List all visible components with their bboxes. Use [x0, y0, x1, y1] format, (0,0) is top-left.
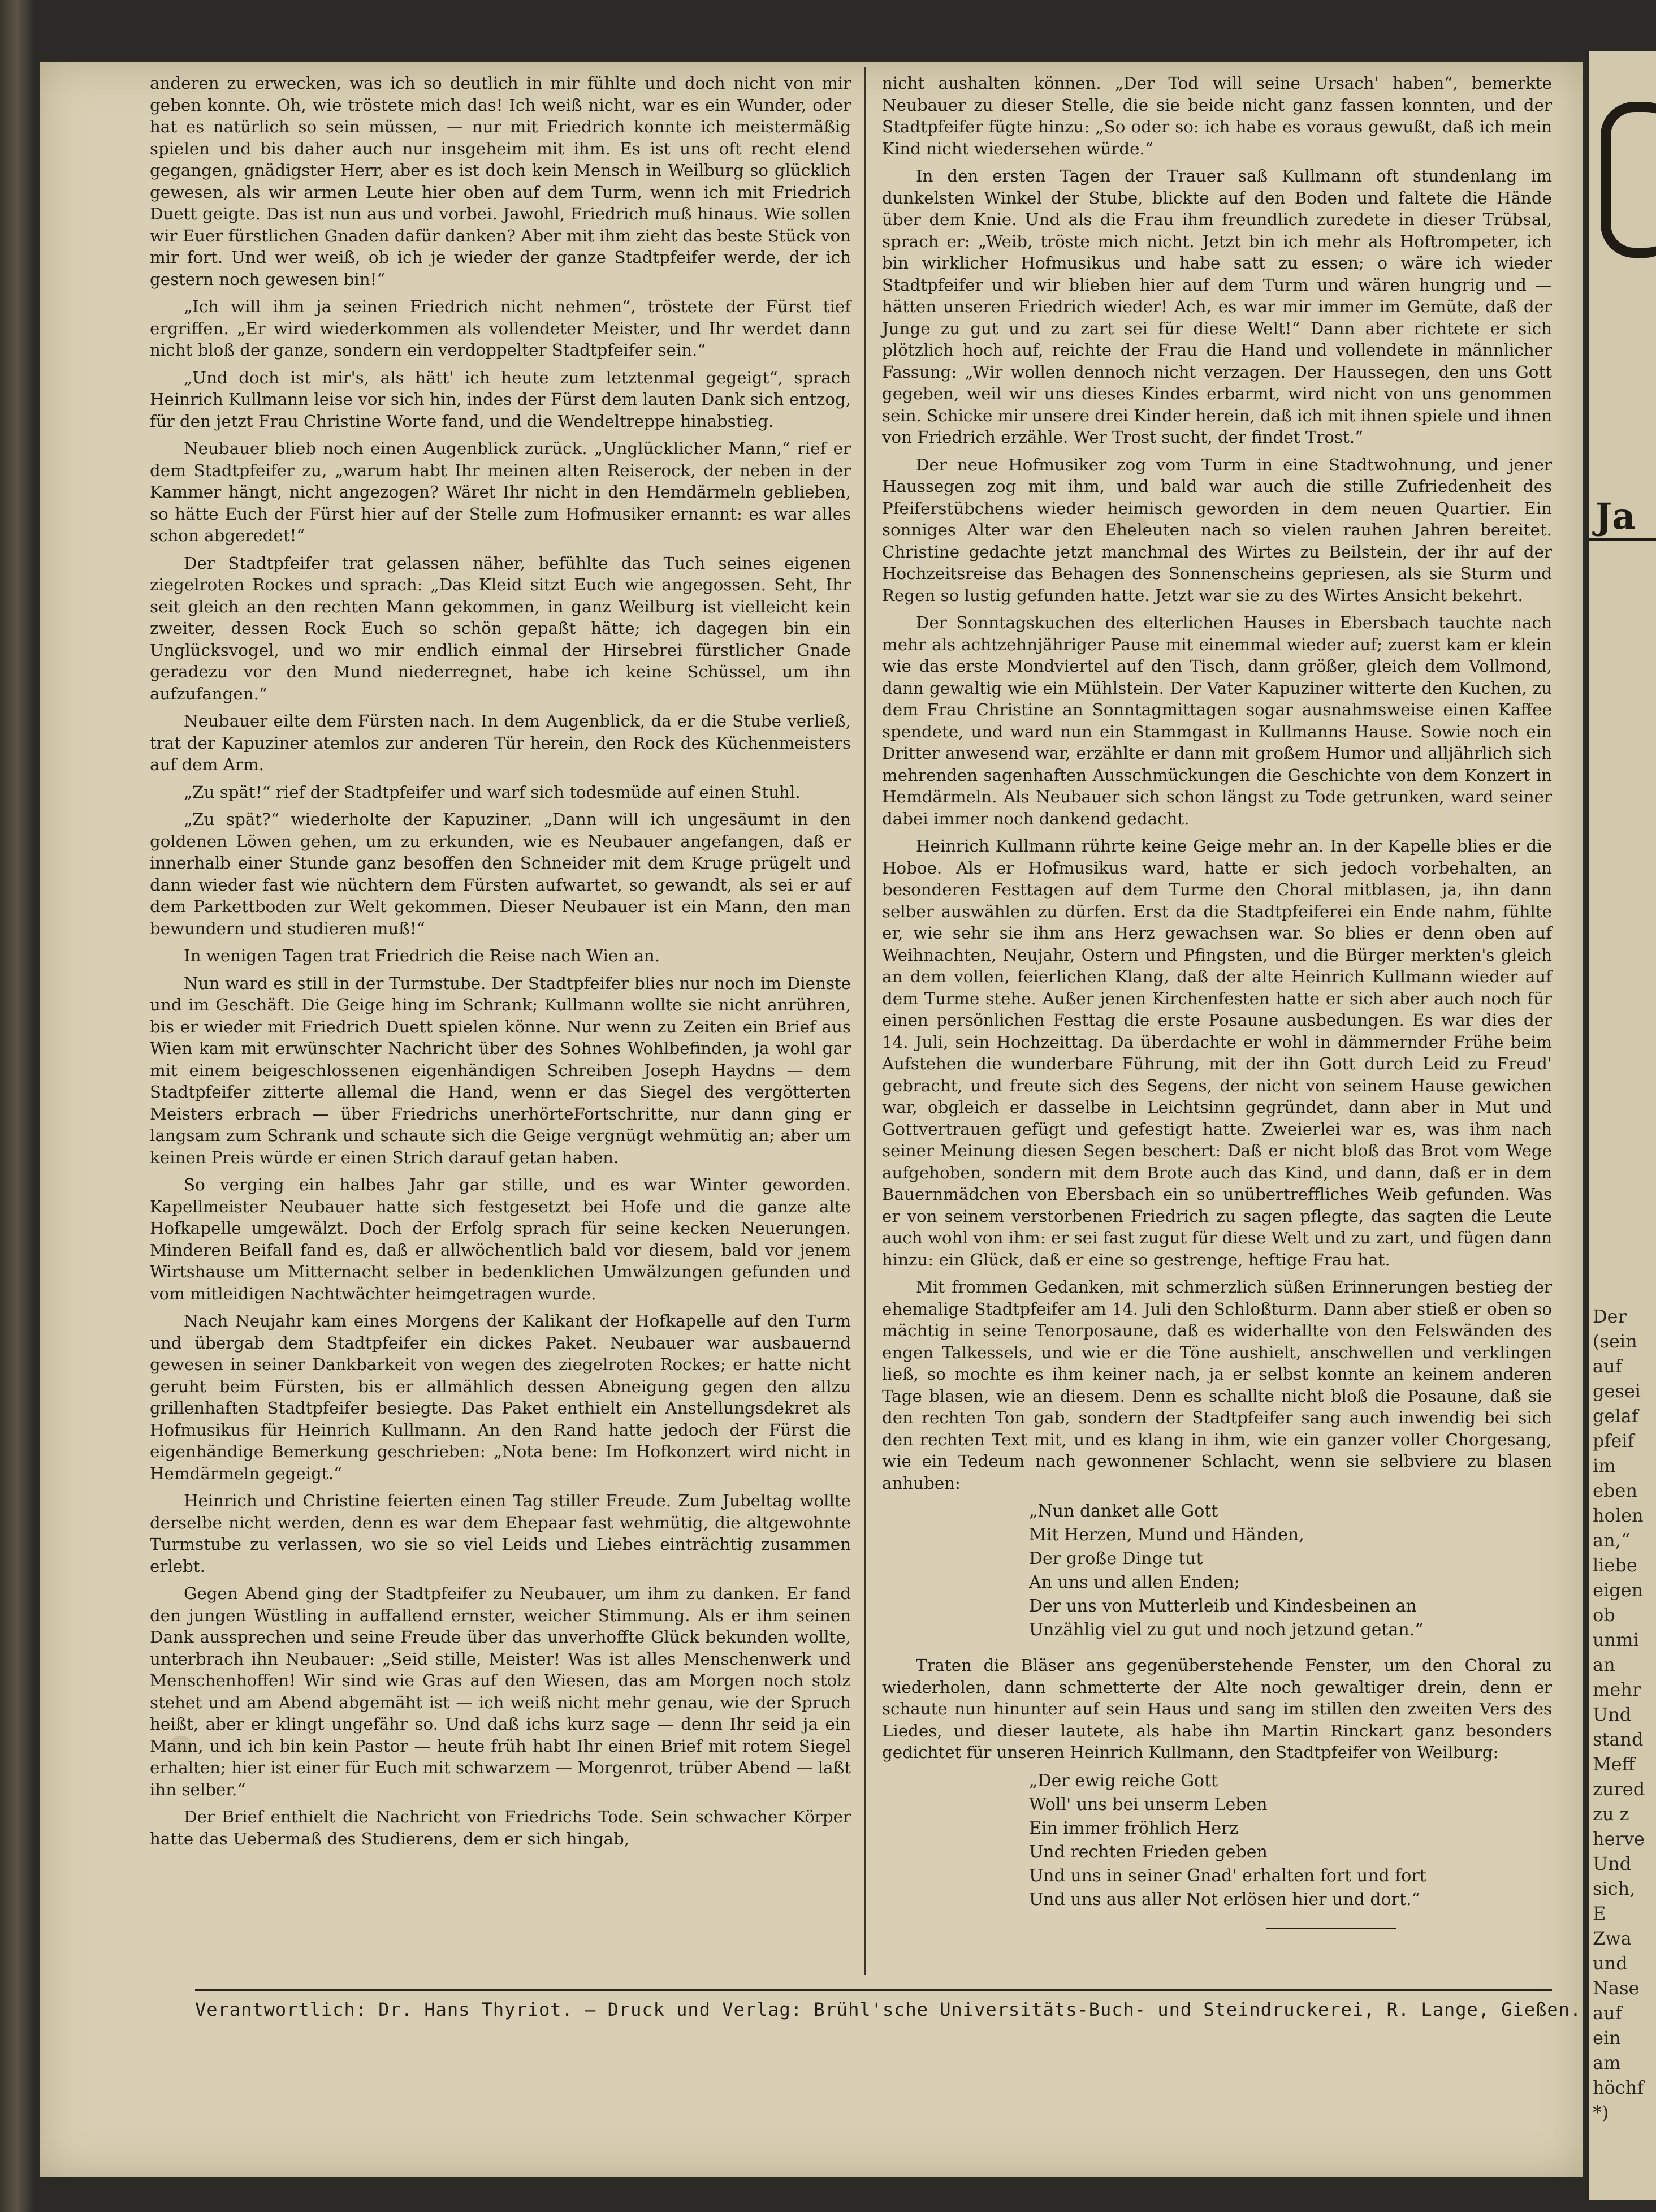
text-fragment: eigen — [1593, 1579, 1644, 1601]
paragraph: Heinrich Kullmann rührte keine Geige mehr an. In der Kapelle blies er die Hoboe. Als er Hofmusikus ward, hatte er sich jedoch vorbehalten, an besonderen Festtagen auf dem Turme den Choral mitblasen, ja, ihn dann selber auswählen zu dürfen. Erst da die Stadtpfeiferei ein Ende nahm, fühlte er, wie sehr sie ihm ans Herz gewachsen war. So blies er denn oben auf Weihnachten, Neujahr, Ostern und Pfingsten, und die Bürger merkten's gleich an dem vollen, feierlichen Klang, daß der alte Heinrich Kullmann wieder auf dem Turme stehe. Außer jenen Kirchenfesten hatte er sich aber auch noch für einen persönlichen Festtag die erste Posaune ausbedungen. Es war dies der 14. Juli, sein Hochzeittag. Da überdachte er wohl in dämmernder Frühe beim Aufstehen die wunderbare Führung, mit der ihn Gott durch Leid zu Freud' gebracht, und freute sich des Segens, der nicht von seinem Hause gewichen war, obgleich er dasselbe in Leichtsinn gegründet, dann aber in Mut und Gottvertrauen gefügt und gefestigt hatte. Zweierlei war es, was ihm nach seiner Meinung diesen Segen beschert: Daß er nicht bloß das Brot vom Wege aufgehoben, sondern mit dem Brote auch das Kind, und dann, daß er in dem Bauernmädchen von Ebersbach ein so unübertreffliches Weib gefunden. Was er von seinem verstorbenen Friedrich zu sagen pflegte, das sagten die Leute auch wohl von ihm: er sei fast zugut für diese Welt und zu zart, und fügen dann hinzu: ein Glück, daß er eine so gestrenge, heftige Frau hat. — [882, 836, 1552, 1269]
text-fragment: Der — [1593, 1306, 1627, 1327]
text-fragment: stand — [1593, 1729, 1644, 1750]
paragraph: In den ersten Tagen der Trauer saß Kullmann oft stundenlang im dunkelsten Winkel der Stube, blickte auf den Boden und faltete die Hände über dem Knie. Und als die Frau ihm freundlich zuredete in dieser Trübsal, sprach er: „Weib, tröste mich nicht. Jetzt bin ich mehr als Hoftrompeter, ich bin wirklicher Hofmusikus und habe satt zu essen; o wäre ich wieder Stadtpfeifer und wir blieben hier auf dem Turm und wären hungrig und — hätten unseren Friedrich wieder! Ach, es war mir immer im Gemüte, daß der Junge zu gut und zu zart sei für diese Welt!“ Dann aber richtete er sich plötzlich hoch auf, reichte der Frau die Hand und vollendete in männlicher Fassung: „Wir wollen dennoch nicht verzagen. Der Haussegen, den uns Gott gegeben, weil wir uns dieses Kindes erbarmt, wird nicht von uns genommen sein. Schicke mir unsere drei Kinder herein, daß ich mit ihnen spiele und ihnen von Friedrich erzähle. Wer Trost sucht, der findet Trost.“ — [882, 166, 1552, 447]
adjacent-page-edge — [1586, 51, 1656, 2200]
text-column-right — [882, 72, 1552, 1942]
hymn-verse-1 — [1029, 1500, 1552, 1642]
paragraph: In wenigen Tagen trat Friedrich die Reise nach Wien an. — [184, 946, 660, 965]
verse-line: Der uns von Mutterleib und Kindesbeinen an — [1029, 1596, 1417, 1616]
text-fragment: herve — [1593, 1828, 1645, 1850]
paragraph: Mit frommen Gedanken, mit schmerzlich süßen Erinnerungen bestieg der ehemalige Stadtpfeifer am 14. Juli den Schloßturm. Dann aber stieß er oben so mächtig in seine Tenorposaune, daß es widerhallte von den Felswänden des engen Talkessels, und wie er die Töne aushielt, anschwellen und verklingen ließ, so mochte es ihm keiner nach, ja er selbst konnte an keinem anderen Tage blasen, wie an diesem. Denn es schallte nicht bloß die Posaune, daß sie den rechten Ton gab, sondern der Stadtpfeifer sang auch inwendig bei sich den rechten Text mit, und es klang in ihm, wie ein ganzer voller Chorgesang, wie ein Tedeum nach gewonnener Schlacht, wenn sie selbviere zu blasen anhuben: — [882, 1277, 1552, 1493]
paragraph: Nun ward es still in der Turmstube. Der Stadtpfeifer blies nur noch im Dienste und im Geschäft. Die Geige hing im Schrank; Kullmann wollte sie nicht anrühren, bis er wieder mit Friedrich Duett spielen könne. Nur wenn zu Zeiten ein Brief aus Wien kam mit erwünschter Nachricht über des Sohnes Wohlbefinden, ja wohl gar mit einem beigeschlossenen eigenhändigen Schreiben Joseph Haydns — dem Stadtpfeifer zitterte allemal die Hand, wenn er das Siegel des vergötterten Meisters erbrach — über Friedrichs unerhörteFortschritte, nur dann ging er langsam zum Schrank und schaute sich die Geige vergnügt wehmütig an; aber um keinen Preis würde er einen Strich darauf getan haben. — [150, 973, 851, 1167]
verse-line: Ein immer fröhlich Herz — [1029, 1818, 1239, 1838]
paragraph: Heinrich und Christine feierten einen Tag stiller Freude. Zum Jubeltag wollte derselbe nicht werden, denn es war dem Ehepaar fast wehmütig, die altgewohnte Turmstube zu verlassen, wo sie so viel Leids und Liebes einträchtig zusammen erlebt. — [150, 1491, 851, 1576]
paragraph: So verging ein halbes Jahr gar stille, und es war Winter geworden. Kapellmeister Neubauer hatte sich festgesetzt bei Hofe und die ganze alte Hofkapelle umgewälzt. Doch der Erfolg sprach für seine kecken Neuerungen. Minderen Beifall fand es, daß er allwöchentlich bald vor diesem, bald vor jenem Wirtshause um Mitternacht selber in bedenklichen Umwälzungen gefunden und vom mitleidigen Nachtwächter heimgetragen wurde. — [150, 1175, 851, 1303]
paragraph: Traten die Bläser ans gegenüberstehende Fenster, um den Choral zu wiederholen, dann schmetterte der Alte noch gewaltiger drein, denn er schaute nun hinunter auf sein Haus und sang im stillen den zweiten Vers des Liedes, und dieser lautete, als habe ihn Martin Rinckart ganz besonders gedichtet für unseren Heinrich Kullmann, den Stadtpfeifer von Weilburg: — [882, 1656, 1552, 1762]
verse-line: Woll' uns bei unserm Leben — [1029, 1794, 1268, 1814]
text-fragment: an,“ — [1593, 1530, 1631, 1551]
footer-rule — [195, 1989, 1552, 1991]
verse-line: Unzählig viel zu gut und noch jetzund getan.“ — [1029, 1620, 1424, 1640]
text-fragment: sich, — [1593, 1878, 1636, 1899]
paragraph: Der Sonntagskuchen des elterlichen Hauses in Ebersbach tauchte nach mehr als achtzehnjähriger Pause mit einemmal wieder auf; zuerst kam er klein wie das erste Mondviertel auf den Tisch, dann größer, gleich dem Vollmond, dann gewaltig wie ein Mühlstein. Der Vater Kapuziner witterte den Kuchen, zu dem Frau Christine an Sonntagmittagen sogar ausnahmsweise einen Kaffee spendete, und ward nun ein Stammgast in Kullmanns Hause. Sowie noch ein Dritter anwesend war, erzählte er dann mit großem Humor und alljährlich sich mehrenden sagenhaften Ausschmückungen die Geschichte von dem Konzert in Hemdärmeln. Als Neubauer sich schon längst zu Tode getrunken, ward seiner dabei immer noch dankend gedacht. — [882, 613, 1552, 828]
end-rule — [1266, 1928, 1396, 1929]
paragraph: Nach Neujahr kam eines Morgens der Kalikant der Hofkapelle auf den Turm und übergab dem Stadtpfeifer ein dickes Paket. Neubauer war ausbauernd gewesen in seiner Dankbarkeit von wegen des ziegelroten Rockes; er hatte nicht geruht beim Fürsten, bis er allmählich dessen Abneigung gegen den allzu grillenhaften Stadtpfeifer besiegte. Das Paket enthielt ein Anstellungsdekret als Hofmusikus für Heinrich Kullmann. An den Rand hatte jedoch der Fürst die eigenhändige Bemerkung geschrieben: „Nota bene: Im Hofkonzert wird nicht in Hemdärmeln gegeigt.“ — [150, 1311, 851, 1483]
text-column-left — [150, 72, 851, 1855]
text-fragment: unmi — [1593, 1629, 1639, 1651]
text-fragment: Zwa — [1593, 1928, 1632, 1949]
text-fragment: holen — [1593, 1505, 1644, 1526]
verse-line: Und rechten Frieden geben — [1029, 1842, 1268, 1862]
text-fragment: (sein — [1593, 1330, 1637, 1352]
verse-line: Der große Dinge tut — [1029, 1549, 1203, 1569]
text-fragment: eben — [1593, 1480, 1637, 1501]
text-fragment: Und — [1593, 1853, 1632, 1874]
paragraph: nicht aushalten können. „Der Tod will seine Ursach' haben“, bemerkte Neubauer zu dieser Stelle, die sie beide nicht ganz fassen konnten, und der Stadtpfeifer fügte hinzu: „So oder so: ich habe es voraus gewußt, daß ich mein Kind nicht wiedersehen würde.“ — [882, 74, 1552, 158]
text-fragment: an — [1593, 1654, 1615, 1675]
text-fragment: zured — [1593, 1778, 1645, 1800]
paragraph: Neubauer blieb noch einen Augenblick zurück. „Unglücklicher Mann,“ rief er dem Stadtpfeifer zu, „warum habt Ihr meinen alten Reiserock, der neben in der Kammer hängt, nicht angezogen? Wäret Ihr nicht in den Hemdärmeln geblieben, so hätte Euch der Fürst hier auf der Stelle zum Hofmusiker ernannt: es war alles schon abgeredet!“ — [150, 439, 851, 545]
hymn-verse-2 — [1029, 1769, 1552, 1929]
paragraph: Der neue Hofmusiker zog vom Turm in eine Stadtwohnung, und jener Haussegen zog mit ihm, und bald war auch die stille Zufriedenheit des Pfeiferstübchens wieder heimisch geworden in dem neuen Quartier. Ein sonniges Alter war den Eheleuten nach so vielen rauhen Jahren bereitet. Christine gedachte jetzt manchmal des Wirtes zu Beilstein, der ihr auf der Hochzeitsreise das Behagen des Sonnenscheins gepriesen, als sie Sturm und Regen so lustig gefunden hatte. Jetzt war sie zu des Wirtes Ansicht bekehrt. — [882, 455, 1552, 605]
text-fragment: E — [1593, 1903, 1606, 1924]
text-fragment: Nase — [1593, 1977, 1640, 1999]
text-fragment: Und — [1593, 1704, 1632, 1725]
column-divider — [864, 67, 866, 1975]
adjacent-text — [1589, 1304, 1656, 2125]
text-fragment: *) — [1593, 2102, 1609, 2123]
verse-line: Und uns in seiner Gnad' erhalten fort und fort — [1029, 1865, 1426, 1886]
verse-line: „Der ewig reiche Gott — [1029, 1770, 1218, 1791]
text-fragment: pfeif — [1593, 1430, 1635, 1451]
paragraph: Gegen Abend ging der Stadtpfeifer zu Neubauer, um ihm zu danken. Er fand den jungen Wüstling in auffallend ernster, weicher Stimmung. Als er ihm seinen Dank aussprechen und seine Freude über das unverhoffte Glück bekunden wollte, unterbrach ihn Neubauer: „Seid stille, Meister! Was ist alles Menschenwerk und Menschenhoffen! Wir sind wie Gras auf den Wiesen, das am Morgen noch stolz stehet und am Abend abgemäht ist — ich weiß nicht mehr genau, wie der Spruch heißt, aber er klingt ungefähr so. Und daß ichs kurz sage — denn Ihr seid ja ein Mann, und ich bin kein Pastor — heute früh habt Ihr einen Brief mit rotem Siegel erhalten; hier ist einer für Euch mit schwarzem — Morgenrot, trüber Abend — laßt ihn selber.“ — [150, 1584, 851, 1799]
paragraph: Neubauer eilte dem Fürsten nach. In dem Augenblick, da er die Stube verließ, trat der Kapuziner atemlos zur anderen Tür herein, den Rock des Küchenmeisters auf dem Arm. — [150, 711, 851, 774]
heading-fragment: Ja — [1589, 495, 1656, 541]
imprint-footer: Verantwortlich: Dr. Hans Thyriot. — Druck und Verlag: Brühl'sche Universitäts-Buch- und Steindruckerei, R. Lange, Gießen. — [195, 1999, 1582, 2020]
text-fragment: gesei — [1593, 1380, 1641, 1402]
paragraph: Der Brief enthielt die Nachricht von Friedrichs Tode. Sein schwacher Körper hatte das Uebermaß des Studierens, dem er sich hingab, — [150, 1807, 851, 1848]
text-fragment: mehr — [1593, 1679, 1641, 1700]
verse-line: „Nun danket alle Gott — [1029, 1501, 1218, 1521]
text-fragment: ein — [1593, 2027, 1621, 2049]
verse-line: An uns und allen Enden; — [1029, 1572, 1240, 1592]
text-fragment: liebe — [1593, 1554, 1637, 1576]
paragraph: „Zu spät!“ rief der Stadtpfeifer und warf sich todesmüde auf einen Stuhl. — [184, 782, 801, 802]
verse-line: Mit Herzen, Mund und Händen, — [1029, 1525, 1304, 1545]
paragraph: anderen zu erwecken, was ich so deutlich in mir fühlte und doch nicht von mir geben konnte. Oh, wie tröstete mich das! Ich weiß nicht, war es ein Wunder, oder hat es natürlich so sein müssen, — nur mit Friedrich konnte ich meistermäßig spielen und bis daher auch nur insgeheim mit ihm. Es ist uns oft recht elend gegangen, gnädigster Herr, aber es ist doch kein Mensch in Weilburg so glücklich gewesen, als wir armen Leute hier oben auf dem Turm, wenn ich mit Friedrich Duett geigte. Das ist nun aus und vorbei. Jawohl, Friedrich muß hinaus. Wie sollen wir Euer fürstlichen Gnaden dafür danken? Aber mit ihm zieht das beste Stück von mir fort. Und wer weiß, ob ich je wieder der ganze Stadtpfeifer werde, der ich gestern noch gewesen bin!“ — [150, 74, 851, 289]
text-fragment: gelaf — [1593, 1405, 1638, 1427]
paragraph: „Und doch ist mir's, als hätt' ich heute zum letztenmal gegeigt“, sprach Heinrich Kullmann leise vor sich hin, indes der Fürst dem lauten Dank sich entzog, für den jetzt Frau Christine Worte fand, und die Wendeltreppe hinabstieg. — [150, 368, 851, 431]
text-fragment: und — [1593, 1952, 1628, 1974]
text-fragment: am — [1593, 2052, 1621, 2073]
paragraph: „Ich will ihm ja seinen Friedrich nicht nehmen“, tröstete der Fürst tief ergriffen. „Er wird wiederkommen als vollendeter Meister, und Ihr werdet dann nicht bloß der ganze, sondern ein verdoppelter Stadtpfeifer sein.“ — [150, 297, 851, 360]
paragraph: „Zu spät?“ wiederholte der Kapuziner. „Dann will ich ungesäumt in den goldenen Löwen gehen, um zu erkunden, wie es Neubauer angefangen, daß er innerhalb einer Stunde ganz besoffen den Schneider mit dem Kruge prügelt und dann wieder fast wie nüchtern dem Fürsten aufwartet, so gewandt, als sei er auf dem Parkettboden zur Welt gekommen. Dieser Neubauer ist ein Mann, den man bewundern und studieren muß!“ — [150, 810, 851, 938]
text-fragment: ob — [1593, 1604, 1615, 1626]
large-initial-fragment — [1601, 102, 1656, 258]
text-fragment: auf — [1593, 1355, 1622, 1377]
text-fragment: höchf — [1593, 2077, 1644, 2098]
text-fragment: im — [1593, 1455, 1616, 1476]
text-fragment: auf — [1593, 2002, 1622, 2024]
verse-line: Und uns aus aller Not erlösen hier und dort.“ — [1029, 1889, 1420, 1909]
paragraph: Der Stadtpfeifer trat gelassen näher, befühlte das Tuch seines eigenen ziegelroten Rockes und sprach: „Das Kleid sitzt Euch wie angegossen. Seht, Ihr seit gleich an den rechten Mann gekommen, in ganz Weilburg ist vielleicht kein zweiter, dessen Rock Euch so schön gepaßt hätte; ich dagegen bin ein Unglücksvogel, und wo mir endlich einmal der Hirsebrei fürstlicher Gnade geradezu vor den Mund niederregnet, habe ich keine Schüssel, um ihn aufzufangen.“ — [150, 553, 851, 703]
text-fragment: zu z — [1593, 1803, 1629, 1825]
text-fragment: Meff — [1593, 1753, 1635, 1775]
